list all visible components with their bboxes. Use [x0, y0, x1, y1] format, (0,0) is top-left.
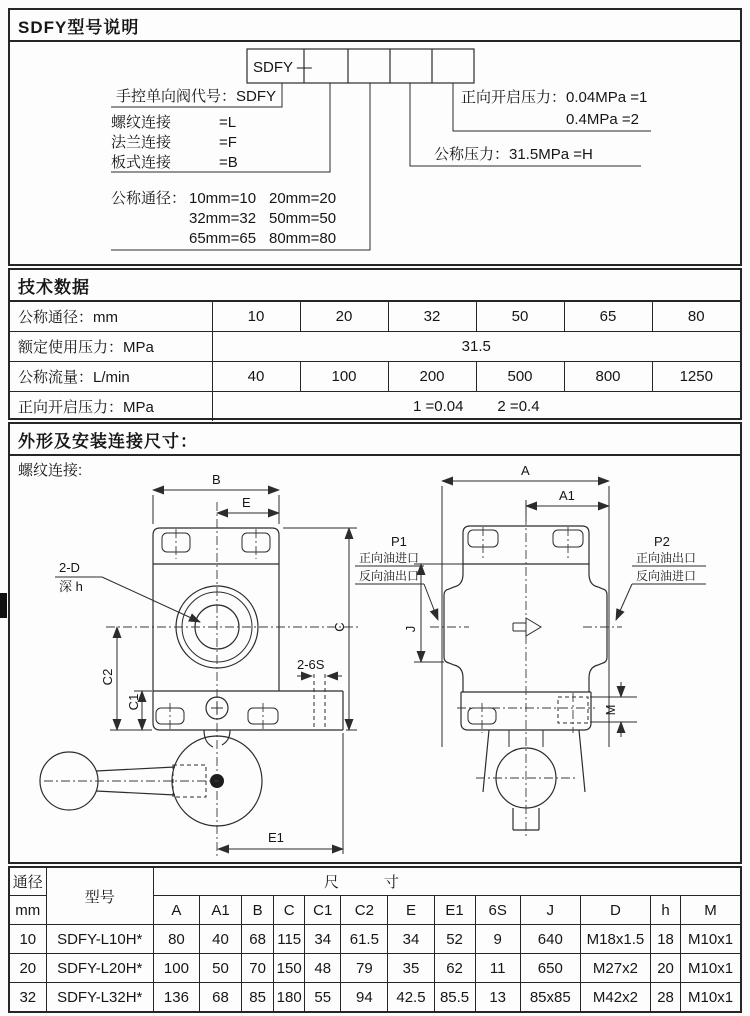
dim-row-10 [9, 925, 741, 954]
val-cell: 34 [305, 925, 341, 954]
val-cell: 180 [274, 983, 305, 1013]
dim-row-20 [9, 954, 741, 983]
dia-cell: 20 [9, 954, 46, 983]
open-val-2: 2 =0.4 [497, 398, 540, 415]
tech-cell-merged: 31.5 [212, 332, 740, 362]
dia-label: 公称通径： [111, 190, 187, 207]
model-code-diagram [10, 42, 740, 262]
col-header: A [153, 896, 199, 925]
tech-cell: 65 [564, 302, 652, 332]
tech-cell: 500 [476, 362, 564, 392]
tech-data-section [8, 268, 742, 420]
dim-label-b: B [212, 472, 221, 487]
val-cell: 70 [242, 954, 274, 983]
model-code-box [247, 49, 474, 83]
code-row-text: 手控单向阀代号：SDFY [116, 88, 277, 105]
section3-title: 外形及安装连接尺寸： [10, 424, 740, 456]
dim-label-e1: E1 [268, 830, 284, 845]
val-cell: 11 [475, 954, 520, 983]
col-header: C2 [341, 896, 388, 925]
col-header: M [681, 896, 741, 925]
p1-line1: 正向油进口 [359, 551, 420, 565]
p1-title: P1 [391, 534, 407, 549]
col-header: C1 [305, 896, 341, 925]
val-cell: 150 [274, 954, 305, 983]
tech-cell: 1250 [652, 362, 740, 392]
conn-value-1: =L [219, 114, 237, 131]
tech-row-label: 正向开启压力：MPa [10, 392, 212, 422]
tech-cell: 10 [212, 302, 300, 332]
dim-header-row-1 [9, 867, 741, 896]
dim-label-c2: C2 [100, 668, 115, 686]
p1-line2: 反向油出口 [359, 569, 420, 583]
val-cell: 94 [341, 983, 388, 1013]
val-cell: 115 [274, 925, 305, 954]
val-cell: 50 [199, 954, 241, 983]
val-cell: 18 [651, 925, 681, 954]
open-val-1: 1 =0.04 [412, 398, 464, 415]
drawings-area [10, 456, 740, 866]
dim-row-32 [9, 983, 741, 1013]
val-cell: M10x1 [681, 983, 741, 1013]
hole-callout-top: 2-D [59, 560, 80, 575]
col-size-header: 尺 寸 [153, 867, 741, 896]
val-cell: 9 [475, 925, 520, 954]
val-cell: 100 [153, 954, 199, 983]
val-cell: 20 [651, 954, 681, 983]
val-cell: 48 [305, 954, 341, 983]
val-cell: 79 [341, 954, 388, 983]
val-cell: 62 [434, 954, 475, 983]
dim-label-m: M [603, 704, 618, 716]
val-cell: 68 [242, 925, 274, 954]
open-pressure-line1: 正向开启压力：0.04MPa =1 [461, 89, 648, 106]
conn-value-2: =F [219, 134, 237, 151]
tech-cell: 800 [564, 362, 652, 392]
tech-cell-merged [212, 392, 740, 422]
scan-artifact [0, 593, 7, 618]
open-pressure-line2: 0.4MPa =2 [566, 111, 639, 128]
val-cell: M27x2 [580, 954, 650, 983]
val-cell: 136 [153, 983, 199, 1013]
col-model-header: 型号 [46, 867, 153, 925]
val-cell: 40 [199, 925, 241, 954]
technical-drawing [10, 456, 740, 866]
tech-row-open-pressure [10, 392, 740, 422]
val-cell: 52 [434, 925, 475, 954]
tech-row-label: 公称流量：L/min [10, 362, 212, 392]
val-cell: 34 [388, 925, 434, 954]
tech-row-diameter [10, 302, 740, 332]
col-header: E [388, 896, 434, 925]
flow-arrow [526, 618, 541, 636]
dim-label-c: C [332, 622, 347, 632]
port-p1-callout [355, 534, 438, 620]
col-dia-unit: mm [9, 896, 46, 925]
col-header: E1 [434, 896, 475, 925]
val-cell: 650 [520, 954, 580, 983]
val-cell: 61.5 [341, 925, 388, 954]
tech-cell: 40 [212, 362, 300, 392]
col-header: h [651, 896, 681, 925]
val-cell: 68 [199, 983, 241, 1013]
dia-cell: 10 [9, 925, 46, 954]
dim-label-j: J [403, 625, 418, 633]
model-code-prefix: SDFY — [253, 59, 312, 76]
tech-cell: 80 [652, 302, 740, 332]
tech-row-flow [10, 362, 740, 392]
dim-label-e: E [242, 495, 251, 510]
val-cell: 640 [520, 925, 580, 954]
val-cell: 85x85 [520, 983, 580, 1013]
outline-section [8, 422, 742, 864]
model-code-section [8, 8, 742, 266]
conn-value-3: =B [219, 154, 238, 171]
dia-row3b: 80mm=80 [269, 230, 337, 247]
val-cell: 85.5 [434, 983, 475, 1013]
nominal-pressure-text: 公称压力：31.5MPa =H [434, 146, 593, 163]
tech-cell: 20 [300, 302, 388, 332]
front-view-drawing [40, 472, 360, 856]
p2-line2: 反向油进口 [636, 569, 697, 583]
val-cell: 85 [242, 983, 274, 1013]
tech-row-label: 公称通径：mm [10, 302, 212, 332]
col-header: B [242, 896, 274, 925]
dia-cell: 32 [9, 983, 46, 1013]
p2-title: P2 [654, 534, 670, 549]
dia-row2a: 32mm=32 [189, 210, 257, 227]
model-cell: SDFY-L32H* [46, 983, 153, 1013]
dia-row3a: 65mm=65 [189, 230, 257, 247]
val-cell: 80 [153, 925, 199, 954]
conn-label-1: 螺纹连接 [111, 114, 172, 131]
col-dia-header: 通径 [9, 867, 46, 896]
thread-connection-label: 螺纹连接: [18, 462, 83, 479]
hex-callout: 2-6S [297, 657, 325, 672]
model-cell: SDFY-L10H* [46, 925, 153, 954]
dim-label-a: A [521, 463, 530, 478]
val-cell: M42x2 [580, 983, 650, 1013]
col-header: J [520, 896, 580, 925]
section2-title: 技术数据 [10, 270, 740, 302]
leader-code [111, 83, 282, 107]
dimension-table [8, 866, 742, 1013]
val-cell: 35 [388, 954, 434, 983]
conn-label-3: 板式连接 [111, 154, 172, 171]
dia-row1b: 20mm=20 [269, 190, 337, 207]
tech-cell: 50 [476, 302, 564, 332]
side-view-drawing [355, 463, 706, 838]
model-cell: SDFY-L20H* [46, 954, 153, 983]
leader-open-pressure [453, 83, 651, 131]
tech-cell: 32 [388, 302, 476, 332]
tech-cell: 100 [300, 362, 388, 392]
tech-row-rated-pressure [10, 332, 740, 362]
dia-row2b: 50mm=50 [269, 210, 337, 227]
hole-callout-bottom: 深 h [59, 579, 83, 594]
val-cell: 55 [305, 983, 341, 1013]
tech-data-table [10, 302, 740, 421]
col-header: A1 [199, 896, 241, 925]
col-header: D [580, 896, 650, 925]
dim-label-c1: C1 [126, 693, 141, 711]
val-cell: M18x1.5 [580, 925, 650, 954]
port-p2-callout [616, 534, 706, 620]
col-header: C [274, 896, 305, 925]
val-cell: 42.5 [388, 983, 434, 1013]
dia-row1a: 10mm=10 [189, 190, 257, 207]
val-cell: 28 [651, 983, 681, 1013]
p2-line1: 正向油出口 [636, 551, 697, 565]
tech-cell: 200 [388, 362, 476, 392]
col-header: 6S [475, 896, 520, 925]
tech-row-label: 额定使用压力：MPa [10, 332, 212, 362]
conn-label-2: 法兰连接 [111, 134, 172, 151]
val-cell: 13 [475, 983, 520, 1013]
val-cell: M10x1 [681, 954, 741, 983]
dim-label-a1: A1 [559, 488, 575, 503]
val-cell: M10x1 [681, 925, 741, 954]
section1-title: SDFY型号说明 [10, 10, 740, 42]
